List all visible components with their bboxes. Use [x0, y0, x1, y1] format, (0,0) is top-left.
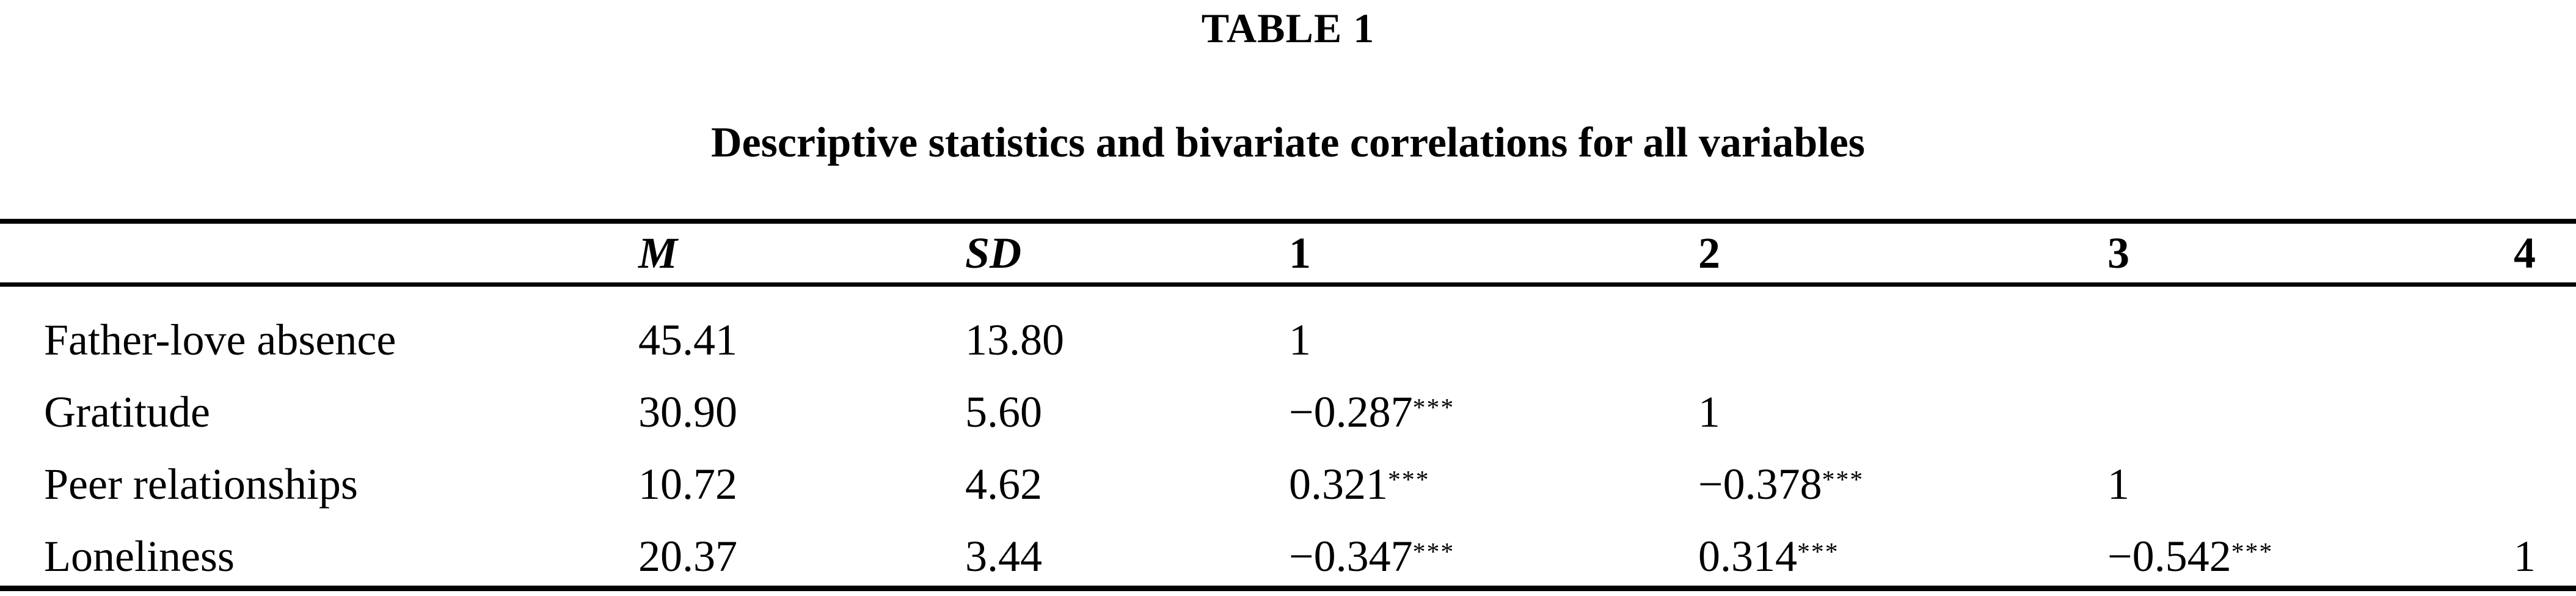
- header-col3: 3: [2107, 228, 2129, 278]
- corr-value: −0.347: [1289, 531, 1413, 581]
- table-header-row: [0, 224, 2576, 282]
- table-caption: Descriptive statistics and bivariate correlations for all variables: [710, 119, 1866, 166]
- cell-corr-4: [2514, 531, 2576, 582]
- significance-stars: ***: [1822, 465, 1864, 494]
- row-label: Father-love absence: [44, 315, 396, 364]
- cell-sd: 3.44: [965, 531, 1042, 581]
- corr-value: 1: [2107, 459, 2129, 509]
- row-label: Loneliness: [44, 531, 235, 581]
- significance-stars: ***: [2231, 537, 2274, 566]
- cell-corr-1: [1289, 459, 1698, 510]
- table-top-rule: [0, 219, 2576, 224]
- corr-value: 1: [1698, 387, 1720, 436]
- cell-corr-3: [2107, 459, 2514, 510]
- corr-value: −0.287: [1289, 387, 1413, 436]
- table-body: [0, 304, 2576, 592]
- corr-value: 0.314: [1698, 531, 1797, 581]
- significance-stars: ***: [1412, 537, 1455, 566]
- significance-stars: ***: [1797, 537, 1839, 566]
- cell-corr-1: [1289, 531, 1698, 582]
- cell-corr-2: [1698, 531, 2107, 582]
- significance-stars: ***: [1388, 465, 1430, 494]
- row-label: Gratitude: [44, 387, 210, 436]
- corr-value: −0.542: [2107, 531, 2231, 581]
- table-header-rule: [0, 282, 2576, 287]
- corr-value: 1: [2514, 531, 2536, 581]
- cell-mean: 20.37: [638, 531, 737, 581]
- table-number-label: TABLE 1: [1201, 4, 1375, 51]
- cell-corr-3: [2107, 531, 2514, 582]
- cell-corr-2: [1698, 387, 2107, 438]
- cell-mean: 10.72: [638, 459, 737, 509]
- row-label: Peer relationships: [44, 459, 358, 509]
- corr-value: 0.321: [1289, 459, 1388, 509]
- cell-corr-1: [1289, 315, 1698, 366]
- significance-stars: ***: [1412, 393, 1455, 422]
- corr-value: 1: [1289, 315, 1311, 364]
- corr-value: −0.378: [1698, 459, 1822, 509]
- header-col2: 2: [1698, 228, 1720, 278]
- cell-corr-2: [1698, 459, 2107, 510]
- cell-mean: 30.90: [638, 387, 737, 436]
- cell-sd: 13.80: [965, 315, 1064, 364]
- cell-mean: 45.41: [638, 315, 737, 364]
- header-sd: SD: [965, 228, 1022, 278]
- header-col4: 4: [2514, 228, 2536, 278]
- cell-corr-1: [1289, 387, 1698, 438]
- cell-sd: 4.62: [965, 459, 1042, 509]
- header-mean: M: [638, 228, 678, 278]
- header-col1: 1: [1289, 228, 1311, 278]
- cell-sd: 5.60: [965, 387, 1042, 436]
